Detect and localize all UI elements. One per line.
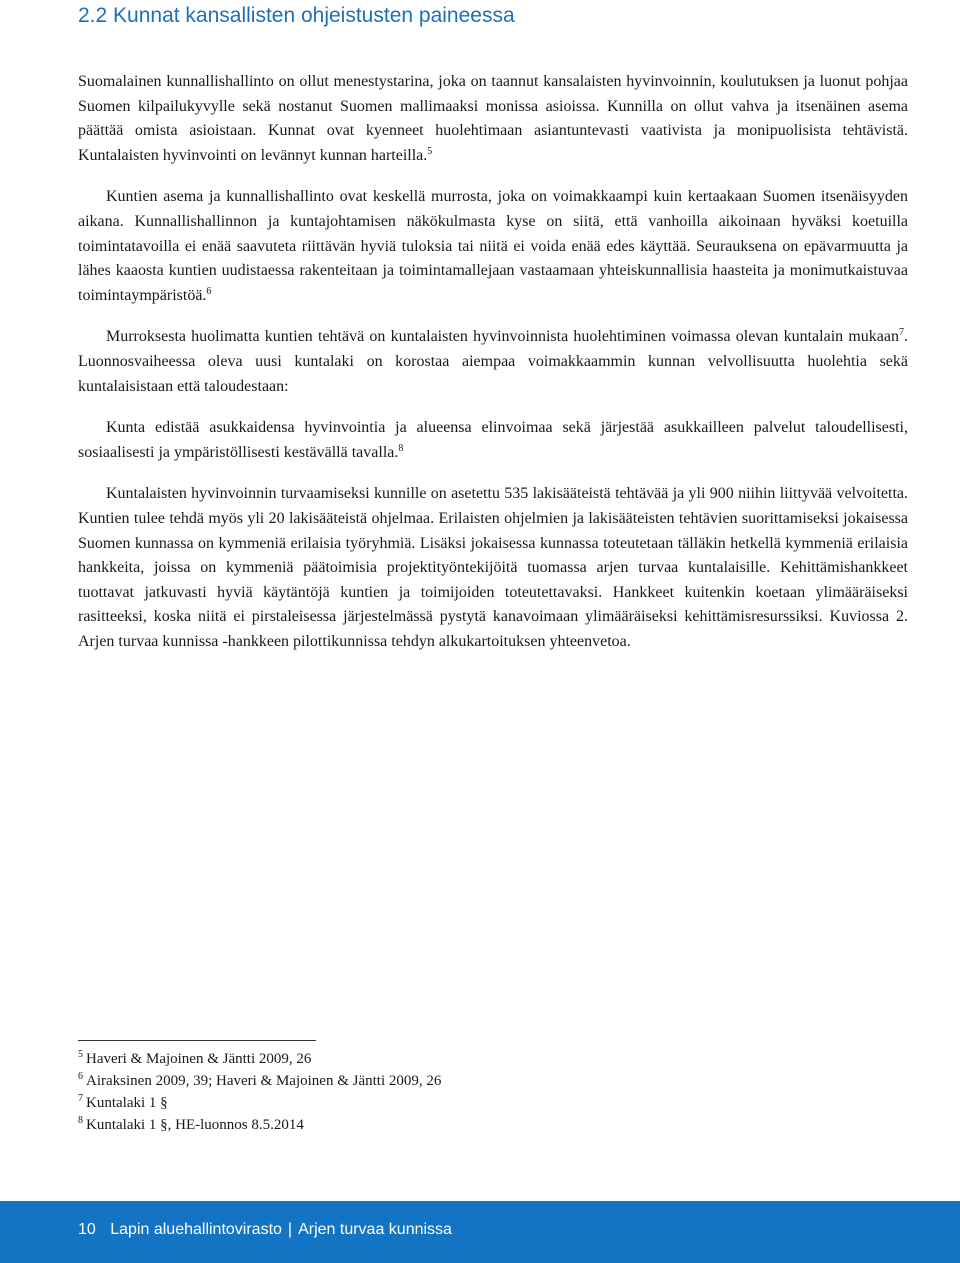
paragraph-2-text: Kuntien asema ja kunnallishallinto ovat keskellä murrosta, joka on voimakkaampi kuin kertaakaan Suomen itsenäisyyden aikana. Kunnallishallinnon ja kuntajohtamisen näkökulmasta kyse on siitä, että vanhoilla aikoinaan hyväksi koetuilla toimintatavoilla ei enää saavuteta riittävän hyviä tuloksia tai niitä ei voida enää edes käyttää. Seurauksena on epävarmuutta ja lähes kaaosta kuntien uudistaessa rakenteitaan ja toimintamallejaan vastaamaan yhteiskunnallisia haasteita ja monimutkaistuvaa toimintaympäristöä. <box>78 188 908 304</box>
footnote-8 <box>78 1114 678 1136</box>
footnote-number: 7 <box>78 1093 83 1104</box>
paragraph-1-text: Suomalainen kunnallishallinto on ollut menestystarina, joka on taannut kansalaisten hyvinvoinnin, koulutuksen ja luonut pohjaa Suomen kilpailukyvylle sekä nostanut Suomen mallimaaksi monissa asioissa. Kunnilla on ollut vahva ja itsenäinen asema päättää omista asioistaan. Kunnat ovat kyenneet huolehtimaan asiantuntevasti vaativista ja monipuolisista tehtävistä. Kuntalaisten hyvinvointi on levännyt kunnan harteilla. <box>78 73 908 164</box>
paragraph-2 <box>78 185 908 308</box>
paragraph-3-text-a: Murroksesta huolimatta kuntien tehtävä on kuntalaisten hyvinvoinnista huolehtiminen voimassa olevan kuntalain mukaan <box>106 328 899 346</box>
footnote-7 <box>78 1092 678 1114</box>
footnote-text: Kuntalaki 1 §, HE-luonnos 8.5.2014 <box>86 1117 304 1133</box>
law-quote-text: Kunta edistää asukkaidensa hyvinvointia ja alueensa elinvoimaa sekä järjestää asukkailleen palvelut taloudellisesti, sosiaalisesti ja ympäristöllisesti kestävällä tavalla. <box>78 419 908 461</box>
footnote-6 <box>78 1070 678 1092</box>
law-quote <box>78 416 908 465</box>
paragraph-3-text-b: . Luonnosvaiheessa oleva uusi kuntalaki on korostaa aiempaa voimakkaammin kunnan velvollisuutta huolehtia sekä kuntalaisistaan että taloudestaan: <box>78 328 908 395</box>
footnote-number: 8 <box>78 1115 83 1126</box>
footnote-ref-8[interactable]: 8 <box>398 442 404 454</box>
paragraph-4-text: Kuntalaisten hyvinvoinnin turvaamiseksi kunnille on asetettu 535 lakisääteistä tehtävää ja yli 900 niihin liittyvää velvoitetta. Kuntien tulee tehdä myös yli 20 lakisääteistä ohjelmaa. Erilaisten ohjelmien ja lakisääteisten tehtävien suorittamiseksi jokaisessa Suomen kunnassa on kymmeniä erilaisia työryhmiä. Lisäksi jokaisessa kunnassa toteutetaan tälläkin hetkellä kymmeniä erilaisia hankkeita, joissa on kymmeniä päätoimisia projektityöntekijöitä tuomassa arjen turvaa kuntalaisille. Kehittämishankkeet tuottavat jatkuvasti hyviä käytäntöjä kuntien ja toimijoiden toteutettavaksi. Hankkeet kuitenkin koetaan ylimääräiseksi rasitteeksi, koska niitä ei pirstaleisessa järjestelmässä pystytä kanavoimaan ylimääräiseksi kehittämisresurssiksi. Kuviossa 2. Arjen turvaa kunnissa -hankkeen pilottikunnissa tehdyn alkukartoituksen yhteenvetoa. <box>78 485 908 650</box>
footnote-text: Haveri & Majoinen & Jäntti 2009, 26 <box>86 1051 312 1067</box>
footnote-ref-6[interactable]: 6 <box>206 285 212 297</box>
footnote-text: Airaksinen 2009, 39; Haveri & Majoinen & Jäntti 2009, 26 <box>86 1073 442 1089</box>
footer-organization: Lapin aluehallintovirasto <box>110 1221 282 1238</box>
footnotes <box>78 1048 678 1136</box>
footnote-5 <box>78 1048 678 1070</box>
paragraph-1 <box>78 70 908 168</box>
paragraph-4 <box>78 482 908 654</box>
footnote-ref-5[interactable]: 5 <box>427 145 433 157</box>
footnote-number: 5 <box>78 1049 83 1060</box>
page-footer <box>0 1201 960 1263</box>
body-text <box>78 70 908 671</box>
footnote-number: 6 <box>78 1071 83 1082</box>
section-heading: 2.2 Kunnat kansallisten ohjeistusten paineessa <box>78 4 515 27</box>
footer-publication: Arjen turvaa kunnissa <box>298 1221 452 1238</box>
page-number: 10 <box>78 1221 96 1238</box>
footer-text <box>78 1221 452 1239</box>
footnote-divider <box>78 1040 316 1041</box>
footnote-text: Kuntalaki 1 § <box>86 1095 168 1111</box>
footnote-ref-7[interactable]: 7 <box>899 327 904 339</box>
footer-separator: | <box>287 1221 293 1238</box>
paragraph-3 <box>78 325 908 399</box>
